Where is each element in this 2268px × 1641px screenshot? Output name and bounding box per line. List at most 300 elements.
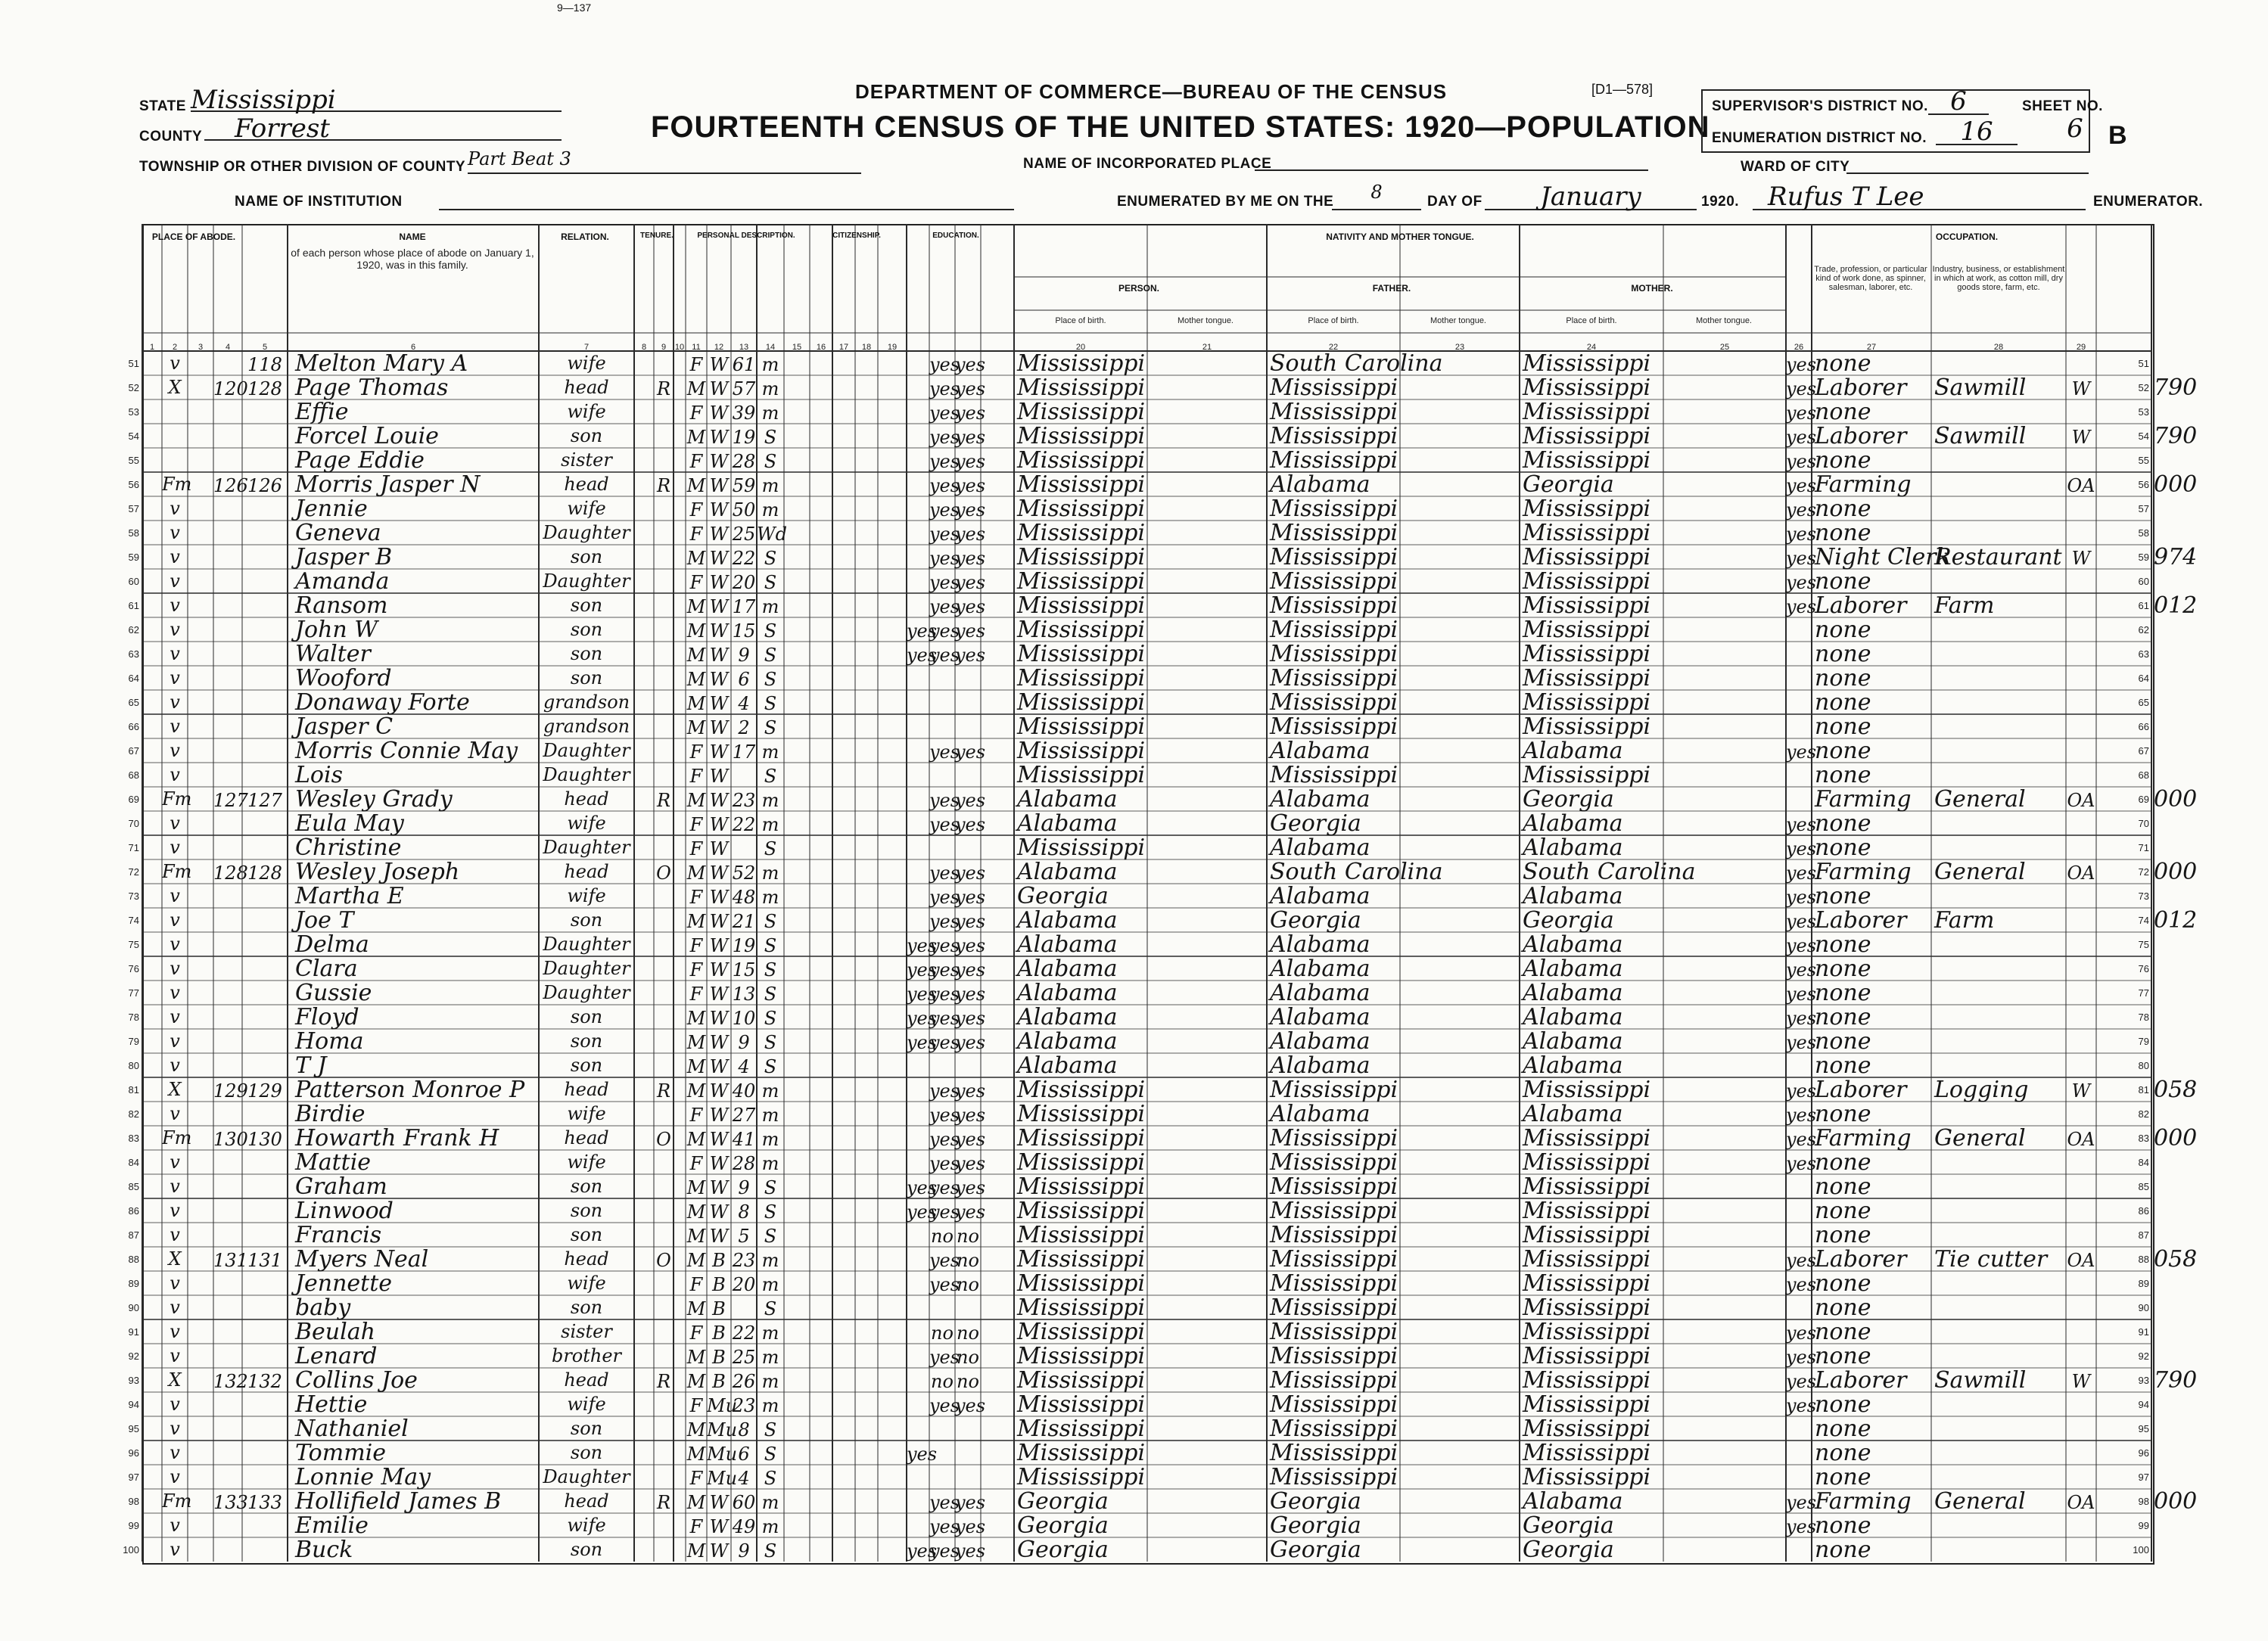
- race-value: B: [712, 1250, 726, 1271]
- class-of-worker: OA: [2067, 1492, 2095, 1513]
- name-subheader: of each person whose place of abode on January 1, 1920, was in this family.: [291, 247, 534, 271]
- class-of-worker: W: [2071, 427, 2091, 448]
- able-to-write: yes: [955, 1032, 986, 1053]
- enumerated-month: January: [1540, 182, 1641, 212]
- marital-status: m: [761, 1129, 779, 1150]
- person-name: Hollifield James B: [295, 1488, 502, 1515]
- person-name: Beulah: [295, 1319, 375, 1345]
- age-value: 2: [738, 717, 750, 738]
- mother-birthplace: Mississippi: [1523, 665, 1651, 692]
- race-value: W: [709, 790, 729, 811]
- person-name: Hettie: [295, 1391, 368, 1418]
- trade-value: none: [1815, 665, 1871, 692]
- speaks-english: yes: [1786, 475, 1817, 496]
- mother-birthplace: Mississippi: [1523, 1198, 1651, 1224]
- check-mark: v: [170, 909, 180, 931]
- line-number-left: 69: [128, 794, 139, 805]
- line-number-right: 57: [2138, 503, 2149, 514]
- check-mark: v: [170, 1176, 180, 1197]
- relation-value: head: [564, 1490, 609, 1512]
- occupation-code: 000: [2154, 1488, 2198, 1515]
- trade-header: Trade, profession, or particular kind of work done, as spinner, salesman, laborer, etc.: [1814, 265, 1927, 292]
- trade-value: none: [1815, 1343, 1871, 1369]
- able-to-read: yes: [929, 959, 960, 981]
- father-pob-header: Place of birth.: [1308, 316, 1359, 325]
- sex-value: M: [686, 1056, 706, 1077]
- line-number-left: 84: [128, 1157, 139, 1168]
- mother-birthplace: Alabama: [1523, 1488, 1623, 1515]
- age-value: 28: [732, 451, 756, 472]
- age-value: 40: [732, 1080, 756, 1102]
- person-name: Clara: [295, 956, 358, 982]
- relation-value: son: [570, 1442, 603, 1463]
- father-birthplace: South Carolina: [1270, 350, 1443, 377]
- line-number-right: 62: [2138, 624, 2149, 636]
- able-to-write: no: [957, 1322, 979, 1344]
- mother-birthplace: Mississippi: [1523, 1294, 1651, 1321]
- person-name: John W: [295, 617, 378, 643]
- able-to-write: yes: [955, 475, 986, 496]
- mother-birthplace: Mississippi: [1523, 496, 1651, 522]
- marital-status: S: [764, 959, 777, 981]
- line-number-left: 79: [128, 1036, 139, 1047]
- person-birthplace: Mississippi: [1017, 544, 1146, 570]
- age-value: 25: [732, 524, 756, 545]
- marital-status: S: [764, 693, 777, 714]
- township-label: TOWNSHIP OR OTHER DIVISION OF COUNTY: [139, 159, 466, 175]
- column-number: 7: [583, 343, 590, 352]
- column-number: 27: [1866, 343, 1877, 352]
- person-birthplace: Mississippi: [1017, 1391, 1146, 1418]
- check-mark: v: [170, 1030, 180, 1052]
- relation-value: wife: [567, 1515, 606, 1536]
- person-birthplace: Mississippi: [1017, 1125, 1146, 1151]
- marital-status: S: [764, 717, 777, 738]
- able-to-read: yes: [929, 790, 960, 811]
- person-birthplace: Mississippi: [1017, 1149, 1146, 1176]
- father-birthplace: Mississippi: [1270, 1246, 1398, 1273]
- relation-value: brother: [551, 1345, 622, 1366]
- day-of-label: DAY OF: [1427, 194, 1482, 210]
- race-value: W: [709, 717, 729, 738]
- race-value: B: [712, 1274, 726, 1295]
- line-number-right: 51: [2138, 358, 2149, 369]
- person-name: Linwood: [295, 1198, 394, 1224]
- person-birthplace: Mississippi: [1017, 568, 1146, 595]
- class-of-worker: W: [2071, 378, 2091, 399]
- line-number-left: 89: [128, 1278, 139, 1289]
- occupation-code: 012: [2154, 592, 2198, 619]
- person-name: Delma: [295, 931, 369, 958]
- check-mark: v: [170, 692, 180, 713]
- industry-value: General: [1934, 1125, 2026, 1151]
- person-birthplace: Mississippi: [1017, 399, 1146, 425]
- industry-value: General: [1934, 786, 2026, 813]
- trade-value: Laborer: [1815, 375, 1907, 401]
- person-name: Jennie: [295, 496, 368, 522]
- able-to-read: yes: [929, 524, 960, 545]
- marital-status: S: [764, 935, 777, 956]
- able-to-write: yes: [955, 1395, 986, 1416]
- person-name: Lenard: [295, 1343, 378, 1369]
- person-name: Buck: [295, 1537, 353, 1563]
- line-number-right: 53: [2138, 406, 2149, 418]
- school-attendance: yes: [907, 1032, 938, 1053]
- age-value: 13: [732, 984, 756, 1005]
- mother-birthplace: Alabama: [1523, 738, 1623, 764]
- speaks-english: yes: [1786, 402, 1817, 424]
- tenure-value: O: [656, 1129, 671, 1150]
- race-value: W: [709, 693, 729, 714]
- person-birthplace: Alabama: [1017, 859, 1118, 885]
- sex-value: M: [686, 1129, 706, 1150]
- person-name: Graham: [295, 1173, 387, 1200]
- person-birthplace: Georgia: [1017, 1537, 1109, 1563]
- line-number-left: 67: [128, 745, 139, 757]
- sex-value: M: [686, 1347, 706, 1368]
- able-to-read: yes: [929, 1032, 960, 1053]
- trade-value: Farming: [1815, 786, 1912, 813]
- age-value: 9: [738, 1540, 750, 1562]
- able-to-read: yes: [929, 548, 960, 569]
- line-number-left: 83: [128, 1133, 139, 1144]
- occupation-code: 790: [2154, 423, 2198, 449]
- check-mark: Fm: [162, 474, 192, 495]
- able-to-read: yes: [929, 862, 960, 884]
- trade-value: none: [1815, 1464, 1871, 1490]
- marital-status: m: [761, 1516, 779, 1537]
- marital-status: m: [761, 475, 779, 496]
- occupation-code: 000: [2154, 859, 2198, 885]
- tenure-value: O: [656, 1250, 671, 1271]
- speaks-english: yes: [1786, 427, 1817, 448]
- person-name: Homa: [295, 1028, 364, 1055]
- person-birthplace: Georgia: [1017, 1512, 1109, 1539]
- line-number-right: 58: [2138, 527, 2149, 539]
- person-birthplace: Mississippi: [1017, 1198, 1146, 1224]
- industry-value: General: [1934, 1488, 2026, 1515]
- person-birthplace: Georgia: [1017, 1488, 1109, 1515]
- column-number: 3: [198, 343, 204, 352]
- person-birthplace: Mississippi: [1017, 1440, 1146, 1466]
- person-birthplace: Mississippi: [1017, 1222, 1146, 1248]
- line-number-left: 59: [128, 552, 139, 563]
- race-value: Mu: [707, 1419, 738, 1441]
- check-mark: v: [170, 982, 180, 1003]
- column-number: 18: [861, 343, 872, 352]
- person-name: Martha E: [295, 883, 404, 909]
- able-to-read: yes: [929, 1201, 960, 1223]
- able-to-write: yes: [955, 1080, 986, 1102]
- able-to-write: yes: [955, 524, 986, 545]
- column-number: 10: [674, 343, 685, 352]
- marital-status: S: [764, 645, 777, 666]
- trade-value: none: [1815, 641, 1871, 667]
- sex-value: M: [686, 596, 706, 617]
- tenure-value: R: [656, 790, 671, 811]
- line-number-left: 56: [128, 479, 139, 490]
- line-number-left: 74: [128, 915, 139, 926]
- mother-birthplace: Georgia: [1523, 1537, 1614, 1563]
- race-value: W: [709, 1540, 729, 1562]
- person-birthplace: Mississippi: [1017, 1367, 1146, 1394]
- able-to-write: yes: [955, 354, 986, 375]
- race-value: W: [709, 1105, 729, 1126]
- trade-value: none: [1815, 883, 1871, 909]
- check-mark: v: [170, 522, 180, 543]
- trade-value: none: [1815, 1004, 1871, 1030]
- marital-status: m: [761, 354, 779, 375]
- person-birthplace: Mississippi: [1017, 1464, 1146, 1490]
- line-number-left: 81: [128, 1084, 139, 1096]
- father-birthplace: Mississippi: [1270, 592, 1398, 619]
- father-birthplace: Mississippi: [1270, 1173, 1398, 1200]
- age-value: 5: [738, 1226, 750, 1247]
- mother-birthplace: Mississippi: [1523, 713, 1651, 740]
- trade-value: none: [1815, 1173, 1871, 1200]
- relation-value: son: [570, 595, 603, 616]
- sex-value: M: [686, 1492, 706, 1513]
- check-mark: v: [170, 498, 180, 519]
- relation-value: head: [564, 1127, 609, 1148]
- check-mark: v: [170, 1151, 180, 1173]
- age-value: 19: [732, 935, 756, 956]
- person-name: Wesley Grady: [295, 786, 453, 813]
- column-number: 29: [2076, 343, 2086, 352]
- trade-value: none: [1815, 1391, 1871, 1418]
- check-mark: v: [170, 716, 180, 737]
- father-birthplace: Alabama: [1270, 980, 1370, 1006]
- sex-value: M: [686, 717, 706, 738]
- mother-birthplace: Mississippi: [1523, 1440, 1651, 1466]
- line-number-left: 91: [128, 1326, 139, 1338]
- father-birthplace: Alabama: [1270, 786, 1370, 813]
- able-to-read: yes: [929, 1540, 960, 1562]
- mother-birthplace: Mississippi: [1523, 1391, 1651, 1418]
- person-birthplace: Mississippi: [1017, 1101, 1146, 1127]
- line-number-left: 96: [128, 1447, 139, 1459]
- line-number-right: 90: [2138, 1302, 2149, 1313]
- race-value: B: [712, 1298, 726, 1319]
- sex-value: M: [686, 1250, 706, 1271]
- check-mark: v: [170, 1055, 180, 1076]
- industry-value: Sawmill: [1934, 375, 2027, 401]
- age-value: 9: [738, 1032, 750, 1053]
- relation-value: son: [570, 1418, 603, 1439]
- marital-status: m: [761, 862, 779, 884]
- race-value: W: [709, 959, 729, 981]
- sex-value: F: [689, 838, 703, 859]
- race-value: Mu: [707, 1444, 738, 1465]
- father-birthplace: Mississippi: [1270, 1149, 1398, 1176]
- mother-pob-header: Place of birth.: [1566, 316, 1617, 325]
- school-attendance: yes: [907, 1540, 938, 1562]
- sex-value: M: [686, 1008, 706, 1029]
- class-of-worker: W: [2071, 1080, 2091, 1102]
- relation-value: son: [570, 1006, 603, 1027]
- line-number-right: 94: [2138, 1399, 2149, 1410]
- column-number: 5: [262, 343, 268, 352]
- check-mark: v: [170, 885, 180, 906]
- able-to-read: yes: [929, 596, 960, 617]
- age-value: 4: [738, 1056, 750, 1077]
- form-code: [D1—578]: [1591, 82, 1654, 97]
- age-value: 48: [732, 887, 756, 908]
- person-name: Effie: [295, 399, 349, 425]
- line-number-right: 88: [2138, 1254, 2149, 1265]
- line-number-left: 80: [128, 1060, 139, 1071]
- father-birthplace: Mississippi: [1270, 617, 1398, 643]
- marital-status: m: [761, 1153, 779, 1174]
- age-value: 61: [732, 354, 756, 375]
- age-value: 22: [732, 814, 756, 835]
- able-to-write: yes: [955, 862, 986, 884]
- able-to-write: yes: [955, 1153, 986, 1174]
- person-name: Mattie: [295, 1149, 372, 1176]
- check-mark: v: [170, 619, 180, 640]
- person-name: Joe T: [295, 907, 354, 934]
- able-to-read: yes: [929, 378, 960, 399]
- dwelling-number: 120: [213, 378, 248, 399]
- line-number-left: 60: [128, 576, 139, 587]
- mother-birthplace: Alabama: [1523, 931, 1623, 958]
- person-birthplace: Alabama: [1017, 810, 1118, 837]
- column-number: 28: [1993, 343, 2004, 352]
- dwelling-number: 128: [213, 862, 248, 884]
- form-number: 9—137: [557, 2, 592, 14]
- check-mark: v: [170, 1200, 180, 1221]
- relation-value: sister: [561, 1321, 612, 1342]
- marital-status: m: [761, 378, 779, 399]
- person-birthplace: Mississippi: [1017, 738, 1146, 764]
- marital-status: m: [761, 1080, 779, 1102]
- father-birthplace: Alabama: [1270, 1101, 1370, 1127]
- marital-status: m: [761, 1395, 779, 1416]
- check-mark: v: [170, 546, 180, 567]
- check-mark: v: [170, 353, 180, 374]
- able-to-write: yes: [955, 1201, 986, 1223]
- sex-value: F: [689, 451, 703, 472]
- enumerator-name: Rufus T Lee: [1768, 182, 1924, 212]
- speaks-english: yes: [1786, 984, 1817, 1005]
- sex-value: F: [689, 814, 703, 835]
- occupation-code: 000: [2154, 786, 2198, 813]
- mother-birthplace: Mississippi: [1523, 1270, 1651, 1297]
- sex-value: F: [689, 1516, 703, 1537]
- sheet-label: SHEET NO.: [2022, 98, 2103, 114]
- relation-value: son: [570, 909, 603, 931]
- person-name: Jasper B: [295, 544, 393, 570]
- line-number-left: 61: [128, 600, 139, 611]
- father-birthplace: Alabama: [1270, 1004, 1370, 1030]
- trade-value: none: [1815, 1222, 1871, 1248]
- personal-header: PERSONAL DESCRIPTION.: [697, 232, 795, 240]
- person-name: Page Eddie: [295, 447, 425, 474]
- race-value: W: [709, 911, 729, 932]
- column-number: 13: [739, 343, 749, 352]
- industry-value: Restaurant: [1934, 544, 2062, 570]
- marital-status: m: [761, 1322, 779, 1344]
- check-mark: v: [170, 1297, 180, 1318]
- person-name: Page Thomas: [295, 375, 449, 401]
- trade-value: Laborer: [1815, 1246, 1907, 1273]
- mother-birthplace: Alabama: [1523, 980, 1623, 1006]
- sex-value: M: [686, 1540, 706, 1562]
- father-header: FATHER.: [1372, 283, 1411, 294]
- race-value: W: [709, 1129, 729, 1150]
- sex-value: M: [686, 1226, 706, 1247]
- marital-status: m: [761, 596, 779, 617]
- column-number: 24: [1586, 343, 1597, 352]
- age-value: 39: [732, 402, 756, 424]
- age-value: 41: [732, 1129, 756, 1150]
- mother-birthplace: Mississippi: [1523, 568, 1651, 595]
- race-value: W: [709, 427, 729, 448]
- race-value: W: [709, 548, 729, 569]
- marital-status: S: [764, 669, 777, 690]
- relation-value: head: [564, 377, 609, 398]
- relation-value: wife: [567, 1273, 606, 1294]
- marital-status: S: [764, 984, 777, 1005]
- trade-value: none: [1815, 1512, 1871, 1539]
- father-birthplace: Mississippi: [1270, 496, 1398, 522]
- age-value: 19: [732, 427, 756, 448]
- person-birthplace: Mississippi: [1017, 1173, 1146, 1200]
- race-value: W: [709, 572, 729, 593]
- line-number-left: 97: [128, 1472, 139, 1483]
- marital-status: S: [764, 1032, 777, 1053]
- line-number-right: 75: [2138, 939, 2149, 950]
- relation-value: son: [570, 425, 603, 446]
- able-to-read: yes: [929, 1516, 960, 1537]
- father-birthplace: Georgia: [1270, 1537, 1361, 1563]
- sex-value: F: [689, 1395, 703, 1416]
- person-birthplace: Alabama: [1017, 956, 1118, 982]
- race-value: W: [709, 1153, 729, 1174]
- age-value: 52: [732, 862, 756, 884]
- industry-value: Sawmill: [1934, 423, 2027, 449]
- speaks-english: yes: [1786, 1347, 1817, 1368]
- sex-value: M: [686, 475, 706, 496]
- able-to-write: yes: [955, 378, 986, 399]
- mother-birthplace: Mississippi: [1523, 1416, 1651, 1442]
- person-birthplace: Mississippi: [1017, 1343, 1146, 1369]
- race-value: B: [712, 1347, 726, 1368]
- marital-status: m: [761, 499, 779, 521]
- check-mark: v: [170, 934, 180, 955]
- family-number: 128: [247, 378, 282, 399]
- father-birthplace: Mississippi: [1270, 762, 1398, 788]
- marital-status: S: [764, 1201, 777, 1223]
- able-to-write: yes: [955, 620, 986, 642]
- line-number-right: 87: [2138, 1229, 2149, 1241]
- check-mark: v: [170, 764, 180, 785]
- line-number-right: 96: [2138, 1447, 2149, 1459]
- family-number: 129: [247, 1080, 282, 1102]
- trade-value: none: [1815, 1270, 1871, 1297]
- race-value: W: [709, 378, 729, 399]
- sex-value: M: [686, 378, 706, 399]
- race-value: W: [709, 935, 729, 956]
- mother-tongue-header: Mother tongue.: [1696, 316, 1752, 325]
- able-to-write: yes: [955, 499, 986, 521]
- relation-value: Daughter: [543, 764, 630, 785]
- race-value: W: [709, 1516, 729, 1537]
- column-number: 16: [816, 343, 826, 352]
- marital-status: S: [764, 1298, 777, 1319]
- able-to-write: yes: [955, 741, 986, 763]
- sex-value: F: [689, 572, 703, 593]
